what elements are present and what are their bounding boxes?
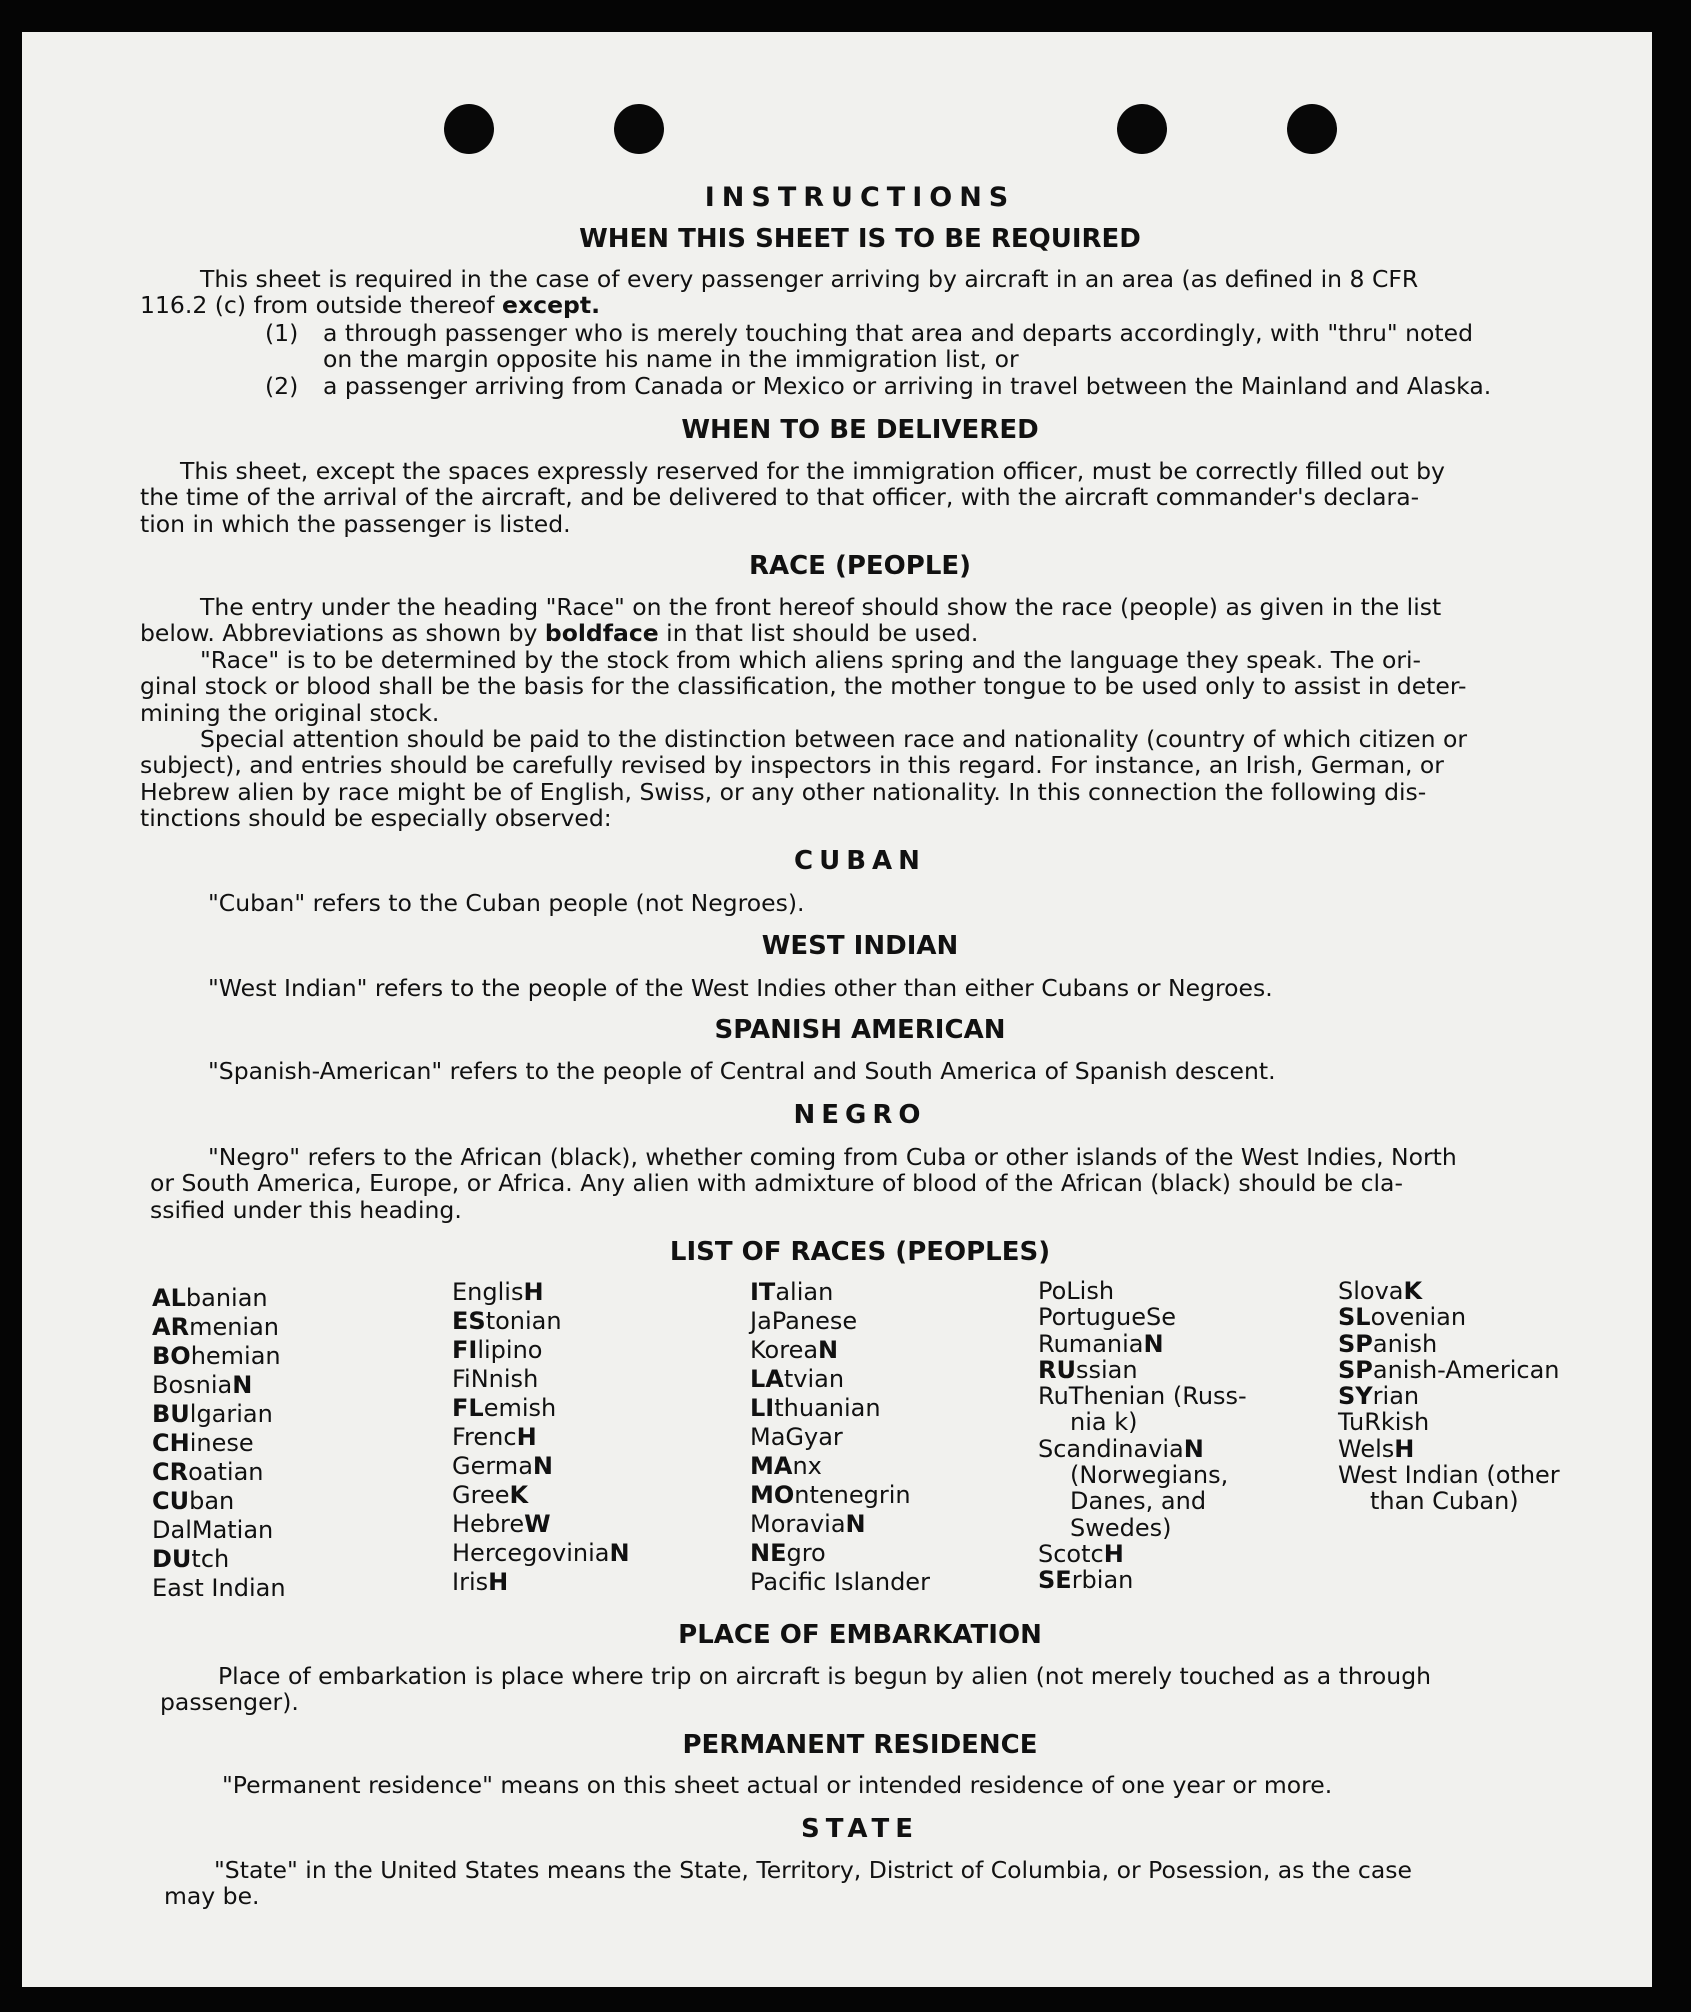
race-list-item: GermaN (452, 1452, 553, 1480)
race-list-item: CRoatian (152, 1458, 264, 1486)
race-list-item: SErbian (1038, 1566, 1134, 1595)
race-list-item: CUban (152, 1487, 235, 1515)
paragraph-when-delivered: This sheet, except the spaces expressly reserved for the immigration officer, must be correctly filled out by the time of the arrival of the aircraft, and be delivered to that officer, with the aircraft commander's declara- tion in which the passenger is listed. (140, 457, 1445, 538)
race-list-item: SPanish-American (1338, 1355, 1560, 1384)
race-list-item: nia k) (1070, 1408, 1138, 1437)
heading-negro: NEGRO (793, 1100, 927, 1130)
heading-west-indian: WEST INDIAN (761, 931, 959, 961)
race-list-item: JaPanese (750, 1307, 858, 1335)
race-list-item: ScotcH (1038, 1539, 1124, 1568)
race-list-item: HebreW (452, 1510, 551, 1538)
race-list-item: LIthuanian (750, 1394, 881, 1422)
race-column-4 (1038, 1278, 1247, 1594)
race-list-item: MaGyar (750, 1423, 843, 1451)
race-list-item: EStonian (452, 1307, 562, 1335)
race-list-item: TuRkish (1338, 1408, 1430, 1437)
punch-hole (614, 104, 664, 154)
race-list-item: GreeK (452, 1481, 529, 1509)
heading-when-required: WHEN THIS SHEET IS TO BE REQUIRED (579, 224, 1141, 254)
race-list-item: BOhemian (152, 1342, 281, 1370)
punch-hole (444, 104, 494, 154)
race-list-item: ARmenian (152, 1313, 280, 1341)
heading-place-of-embarkation: PLACE OF EMBARKATION (678, 1620, 1042, 1650)
race-list-item: MAnx (750, 1452, 822, 1480)
race-list-item: WelsH (1338, 1434, 1415, 1463)
heading-cuban: CUBAN (794, 846, 926, 876)
paragraph-when-required: This sheet is required in the case of every passenger arriving by aircraft in an area (as defined in 8 CFR 116.2 (c) from outside thereof except. (140, 265, 1419, 320)
race-list-item: ALbanian (152, 1284, 268, 1312)
race-column-1 (152, 1284, 286, 1603)
race-list-item: DalMatian (152, 1516, 274, 1544)
race-list-item: SPanish (1338, 1329, 1438, 1358)
list-item: (2) a passenger arriving from Canada or Mexico or arriving in travel between the Mainland and Alaska. (265, 371, 1492, 400)
race-list-item: SLovenian (1338, 1303, 1467, 1332)
race-list-item: RUssian (1038, 1355, 1138, 1384)
race-column-5 (1338, 1278, 1560, 1515)
race-list-item: SlovaK (1338, 1277, 1423, 1305)
text-cuban: "Cuban" refers to the Cuban people (not Negroes). (208, 889, 805, 917)
race-list-item: SYrian (1338, 1382, 1420, 1411)
race-list-item: Pacific Islander (750, 1568, 930, 1596)
race-list-item: ScandinaviaN (1038, 1434, 1204, 1463)
race-list-item: (Norwegians, (1070, 1461, 1229, 1490)
list-exceptions: (1) a through passenger who is merely touching that area and departs accordingly, with "thru" noted on the margin opposite his name in the immigration list, or (2) a passenger arriving from Canada or Mexico or arriving in travel between the Mainland and Alaska. (265, 320, 1565, 399)
race-list-item: FrencH (452, 1423, 537, 1451)
text-spanish-american: "Spanish-American" refers to the people of Central and South America of Spanish descent. (208, 1057, 1276, 1085)
race-list-item: EnglisH (452, 1278, 544, 1306)
race-list-item: KoreaN (750, 1336, 839, 1364)
race-list-item: RuThenian (Russ- (1038, 1382, 1247, 1411)
text-permanent-residence: "Permanent residence" means on this sheet actual or intended residence of one year or more. (222, 1771, 1333, 1799)
heading-permanent-residence: PERMANENT RESIDENCE (682, 1730, 1038, 1760)
heading-spanish-american: SPANISH AMERICAN (714, 1015, 1006, 1045)
paragraph-negro: "Negro" refers to the African (black), whether coming from Cuba or other islands of the West Indies, North or South America, Europe, or Africa. Any alien with admixture of blood of the African (black) should be cla- ssified under this heading. (150, 1143, 1457, 1224)
race-column-3 (750, 1278, 930, 1597)
race-list-item: CHinese (152, 1429, 254, 1457)
race-list-item: Danes, and (1070, 1487, 1207, 1516)
race-list-item: IrisH (452, 1568, 509, 1596)
race-list-item: ITalian (750, 1278, 834, 1306)
paragraph-embarkation: Place of embarkation is place where trip on aircraft is begun by alien (not merely touched as a through passenger). (160, 1662, 1432, 1717)
punch-hole (1287, 104, 1337, 154)
race-list-item: MoraviaN (750, 1510, 866, 1538)
page-title: INSTRUCTIONS (704, 182, 1016, 213)
paragraph-race: The entry under the heading "Race" on the front hereof should show the race (people) as given in the list below. Abbreviations as shown by boldface in that list should be used. "Race" is to be determined by the stock from which aliens spring and the language they speak. The ori- ginal stock or blood shall be the basis for the classification, the mother tongue to be used only to assist in deter- mining the original stock. Special attention should be paid to the distinction between race and nationality (country of which citizen or subject), and entries should be carefully revised by inspectors in this regard. For instance, an Irish, German, or Hebrew alien by race might be of English, Swiss, or any other nationality. In this connection the following dis- tinctions should be especially observed: (140, 593, 1468, 833)
heading-race: RACE (PEOPLE) (748, 551, 972, 581)
text-west-indian: "West Indian" refers to the people of the West Indies other than either Cubans or Negroes. (208, 974, 1273, 1002)
race-column-2 (452, 1278, 630, 1597)
race-list-item: BUlgarian (152, 1400, 273, 1428)
race-list-item: MOntenegrin (750, 1481, 911, 1509)
punch-hole (1117, 104, 1167, 154)
race-list-item: East Indian (152, 1574, 286, 1602)
paragraph-state: "State" in the United States means the State, Territory, District of Columbia, or Posession, as the case may be. (164, 1856, 1412, 1911)
race-list-item: LAtvian (750, 1365, 845, 1393)
heading-list-of-races: LIST OF RACES (PEOPLES) (669, 1237, 1051, 1267)
race-list-item: BosniaN (152, 1371, 253, 1399)
list-item: (1) a through passenger who is merely touching that area and departs accordingly, with "thru" noted (265, 319, 1473, 347)
heading-when-delivered: WHEN TO BE DELIVERED (681, 415, 1039, 445)
race-list-item: than Cuban) (1370, 1487, 1519, 1516)
race-list-item: Swedes) (1070, 1513, 1172, 1542)
race-list-item: FIlipino (452, 1336, 543, 1364)
race-list-item: DUtch (152, 1545, 230, 1573)
race-list-item: West Indian (other (1338, 1461, 1560, 1490)
race-list-item: PoLish (1038, 1277, 1115, 1305)
race-list-item: PortugueSe (1038, 1303, 1176, 1332)
race-list-item: HercegoviniaN (452, 1539, 630, 1567)
heading-state: STATE (800, 1814, 920, 1844)
race-list-item: FiNnish (452, 1365, 539, 1393)
race-list-item: RumaniaN (1038, 1329, 1164, 1358)
race-list-item: NEgro (750, 1539, 826, 1567)
race-list-item: FLemish (452, 1394, 557, 1422)
